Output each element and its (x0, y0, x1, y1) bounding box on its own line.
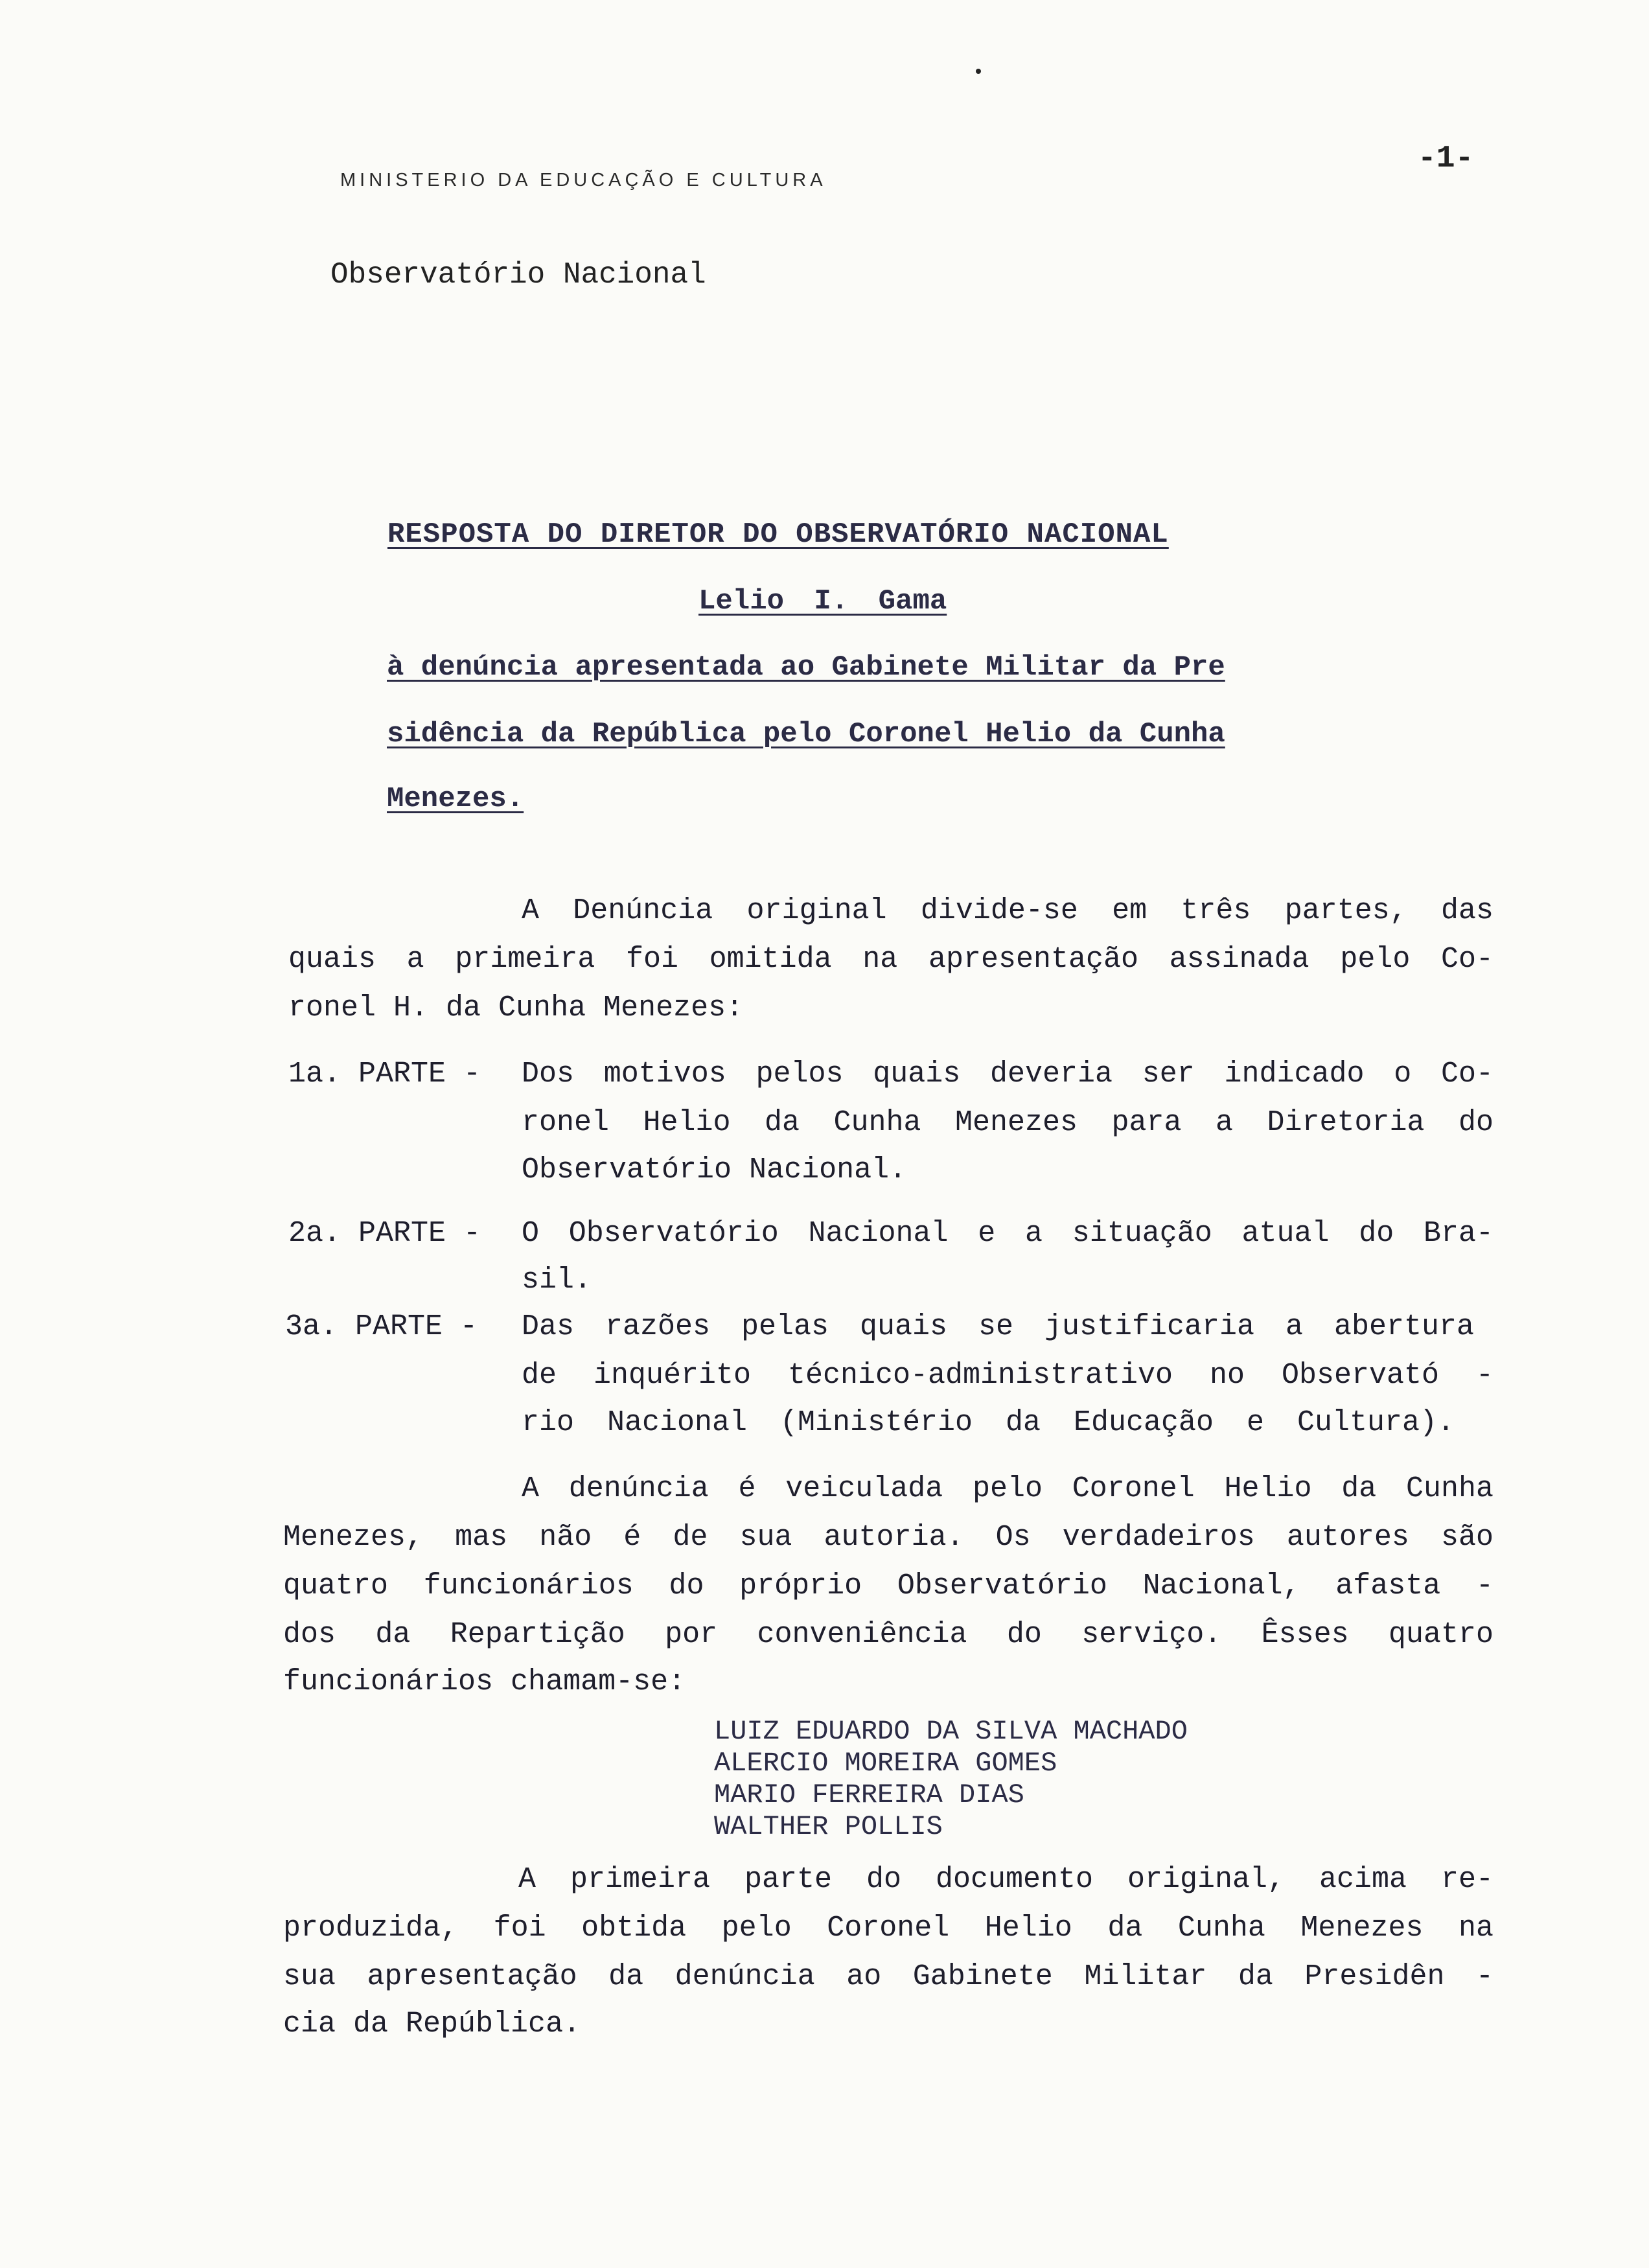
part-1-line-1: Dos motivos pelos quais deveria ser indicado o Co- (522, 1058, 1493, 1091)
title-line-4: sidência da República pelo Coronel Helio da Cunha (387, 718, 1225, 750)
page-number: -1- (1418, 141, 1474, 176)
paragraph-2-line-3: quatro funcionários do próprio Observatório Nacional, afasta - (283, 1569, 1493, 1603)
paragraph-3-line-4: cia da República. (283, 2008, 581, 2041)
part-2-line-1: O Observatório Nacional e a situação atual do Bra- (522, 1217, 1493, 1250)
paragraph-3-line-2: produzida, foi obtida pelo Coronel Helio da Cunha Menezes na (283, 1912, 1493, 1945)
name-item: ALERCIO MOREIRA GOMES (714, 1748, 1057, 1779)
name-item: MARIO FERREIRA DIAS (714, 1779, 1024, 1811)
paragraph-3-line-3: sua apresentação da denúncia ao Gabinete Militar da Presidên - (283, 1960, 1493, 1993)
part-1-line-3: Observatório Nacional. (522, 1153, 907, 1186)
paragraph-2-line-1: A denúncia é veiculada pelo Coronel Helio da Cunha (522, 1472, 1493, 1505)
paragraph-3-line-1: A primeira parte do documento original, acima re- (518, 1863, 1493, 1896)
part-2-line-2: sil. (522, 1264, 592, 1297)
part-3-line-1: Das razões pelas quais se justificaria a abertura (522, 1310, 1474, 1343)
title-line-3: à denúncia apresentada ao Gabinete Militar da Pre (387, 651, 1225, 684)
part-1-line-2: ronel Helio da Cunha Menezes para a Diretoria do (522, 1106, 1493, 1139)
name-item: LUIZ EDUARDO DA SILVA MACHADO (714, 1716, 1188, 1747)
part-1-label: 1a. PARTE - (288, 1058, 481, 1091)
ink-dot (976, 69, 981, 74)
title-line-1: RESPOSTA DO DIRETOR DO OBSERVATÓRIO NACIONAL (387, 518, 1169, 551)
intro-line-3: ronel H. da Cunha Menezes: (288, 991, 744, 1024)
intro-line-2: quais a primeira foi omitida na apresentação assinada pelo Co- (288, 943, 1493, 976)
part-3-line-3: rio Nacional (Ministério da Educação e Cultura). (522, 1406, 1455, 1439)
paragraph-2-line-2: Menezes, mas não é de sua autoria. Os verdadeiros autores são (283, 1521, 1493, 1554)
ministry-header: MINISTERIO DA EDUCAÇÃO E CULTURA (340, 170, 827, 191)
title-line-5: Menezes. (387, 783, 524, 815)
intro-line-1: A Denúncia original divide-se em três partes, das (522, 894, 1493, 927)
part-3-label: 3a. PARTE - (285, 1310, 478, 1343)
name-item: WALTHER POLLIS (714, 1811, 943, 1842)
paragraph-2-line-5: funcionários chamam-se: (283, 1665, 686, 1698)
part-3-line-2: de inquérito técnico-administrativo no Observató - (522, 1359, 1493, 1392)
part-2-label: 2a. PARTE - (288, 1217, 481, 1250)
institution-name: Observatório Nacional (330, 258, 706, 292)
paragraph-2-line-4: dos da Repartição por conveniência do serviço. Êsses quatro (283, 1618, 1493, 1651)
title-author: Lelio I. Gama (698, 585, 947, 618)
